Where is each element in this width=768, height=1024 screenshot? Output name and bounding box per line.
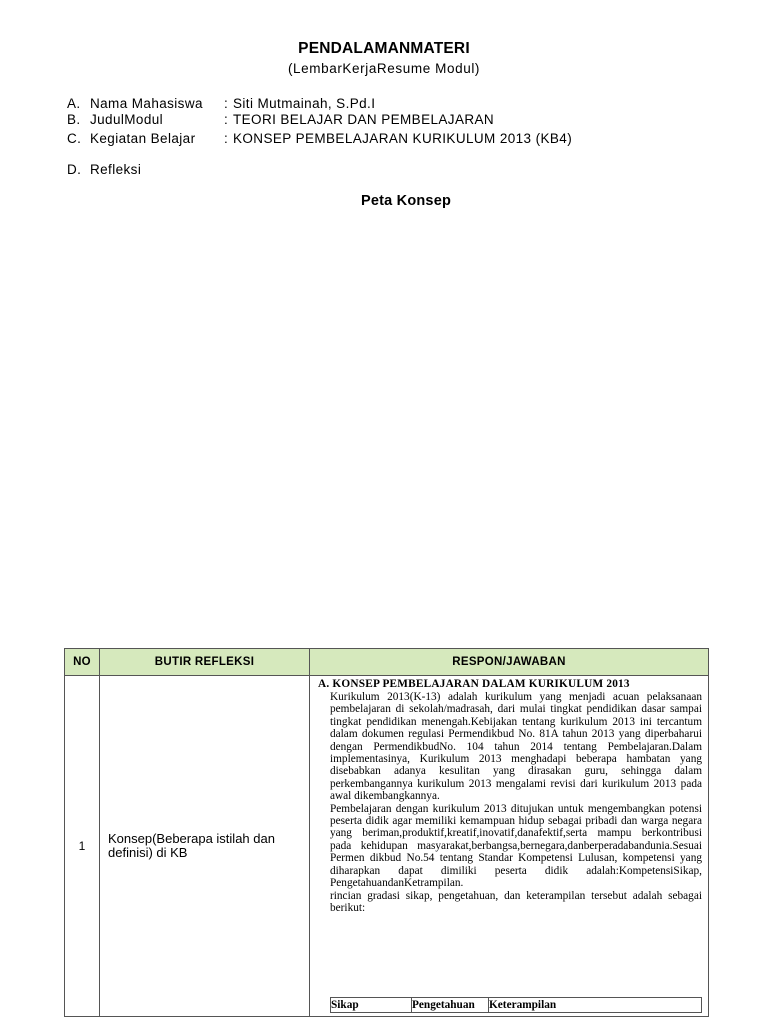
gradasi-header-row xyxy=(331,998,702,1013)
info-letter: D. xyxy=(67,162,82,177)
table-row xyxy=(65,676,709,1017)
info-letter: B. xyxy=(67,112,81,127)
peta-konsep-heading: Peta Konsep xyxy=(360,193,452,209)
info-separator: : xyxy=(224,96,229,111)
respon-paragraph: Kurikulum 2013(K-13) adalah kurikulum yang menjadi acuan pelaksanaan pembelajaran di sekolah/madrasah, dari mulai tingkat pendidikan dasar sampai tingkat pendidikan menengah.Kebijakan tentang kurikulum 2013 ini tercantum dalam dokumen regulasi Permendikbud No. 81A tahun 2013 yang diperbaharui dengan PermendikbudNo. 104 tahun 2014 tentang Pembelajaran.Dalam implementasinya, Kurikulum 2013 menghadapi beberapa hambatan yang disebabkan adanya kesulitan yang dirasakan guru, sehingga dalam perkembangannya kurikulum 2013 mengalami revisi dari kurikulum 2013 pada awal dikembangkannya. xyxy=(330,691,702,803)
header-butir-refleksi: BUTIR REFLEKSI xyxy=(100,649,310,676)
respon-cell xyxy=(310,676,709,1017)
info-row-judul xyxy=(67,112,494,127)
info-value: KONSEP PEMBELAJARAN KURIKULUM 2013 (KB4) xyxy=(233,131,573,146)
gradasi-table xyxy=(330,997,702,1013)
info-row-kegiatan xyxy=(67,131,572,146)
header-no: NO xyxy=(65,649,100,676)
info-label: Refleksi xyxy=(90,162,142,177)
gradasi-header-sikap: Sikap xyxy=(331,998,412,1013)
header-respon-jawaban: RESPON/JAWABAN xyxy=(310,649,709,676)
page-subtitle: (LembarKerjaResume Modul) xyxy=(287,61,481,76)
butir-refleksi-cell: Konsep(Beberapa istilah dan definisi) di KB xyxy=(100,676,310,1017)
info-row-refleksi xyxy=(67,162,224,177)
info-row-nama xyxy=(67,96,375,111)
info-label: JudulModul xyxy=(90,112,164,127)
respon-body xyxy=(330,691,702,914)
row-number: 1 xyxy=(65,676,100,1017)
info-separator: : xyxy=(224,112,229,127)
respon-paragraph: rincian gradasi sikap, pengetahuan, dan keterampilan tersebut adalah sebagai berikut: xyxy=(330,889,702,914)
gradasi-header-keterampilan: Keterampilan xyxy=(489,998,702,1013)
table-header-row xyxy=(65,649,709,676)
info-letter: A. xyxy=(67,96,81,111)
info-separator: : xyxy=(224,131,229,146)
gradasi-header-pengetahuan: Pengetahuan xyxy=(412,998,489,1013)
info-value: Siti Mutmainah, S.Pd.I xyxy=(233,96,376,111)
page-title: PENDALAMANMATERI xyxy=(298,40,470,57)
respon-paragraph: Pembelajaran dengan kurikulum 2013 ditujukan untuk mengembangkan potensi peserta didik agar memiliki kemampuan hidup sebagai pribadi dan warga negara yang beriman,produktif,kreatif,inovatif,danafektif,serta mampu berkontribusi pada kehidupan masyarakat,berbangsa,bernegara,danberperadabandunia.Sesuai Permen dikbud No.54 tentang Standar Kompetensi Lulusan, kompetensi yang diharapkan dapat dimiliki peserta didik adalah:KompetensiSikap, PengetahuandanKetrampilan. xyxy=(330,802,702,890)
info-value: TEORI BELAJAR DAN PEMBELAJARAN xyxy=(233,112,495,127)
info-label: Nama Mahasiswa xyxy=(90,96,203,111)
respon-heading: A. KONSEP PEMBELAJARAN DALAM KURIKULUM 2013 xyxy=(318,678,630,690)
info-letter: C. xyxy=(67,131,82,146)
info-label: Kegiatan Belajar xyxy=(90,131,196,146)
reflection-table xyxy=(64,648,709,1017)
